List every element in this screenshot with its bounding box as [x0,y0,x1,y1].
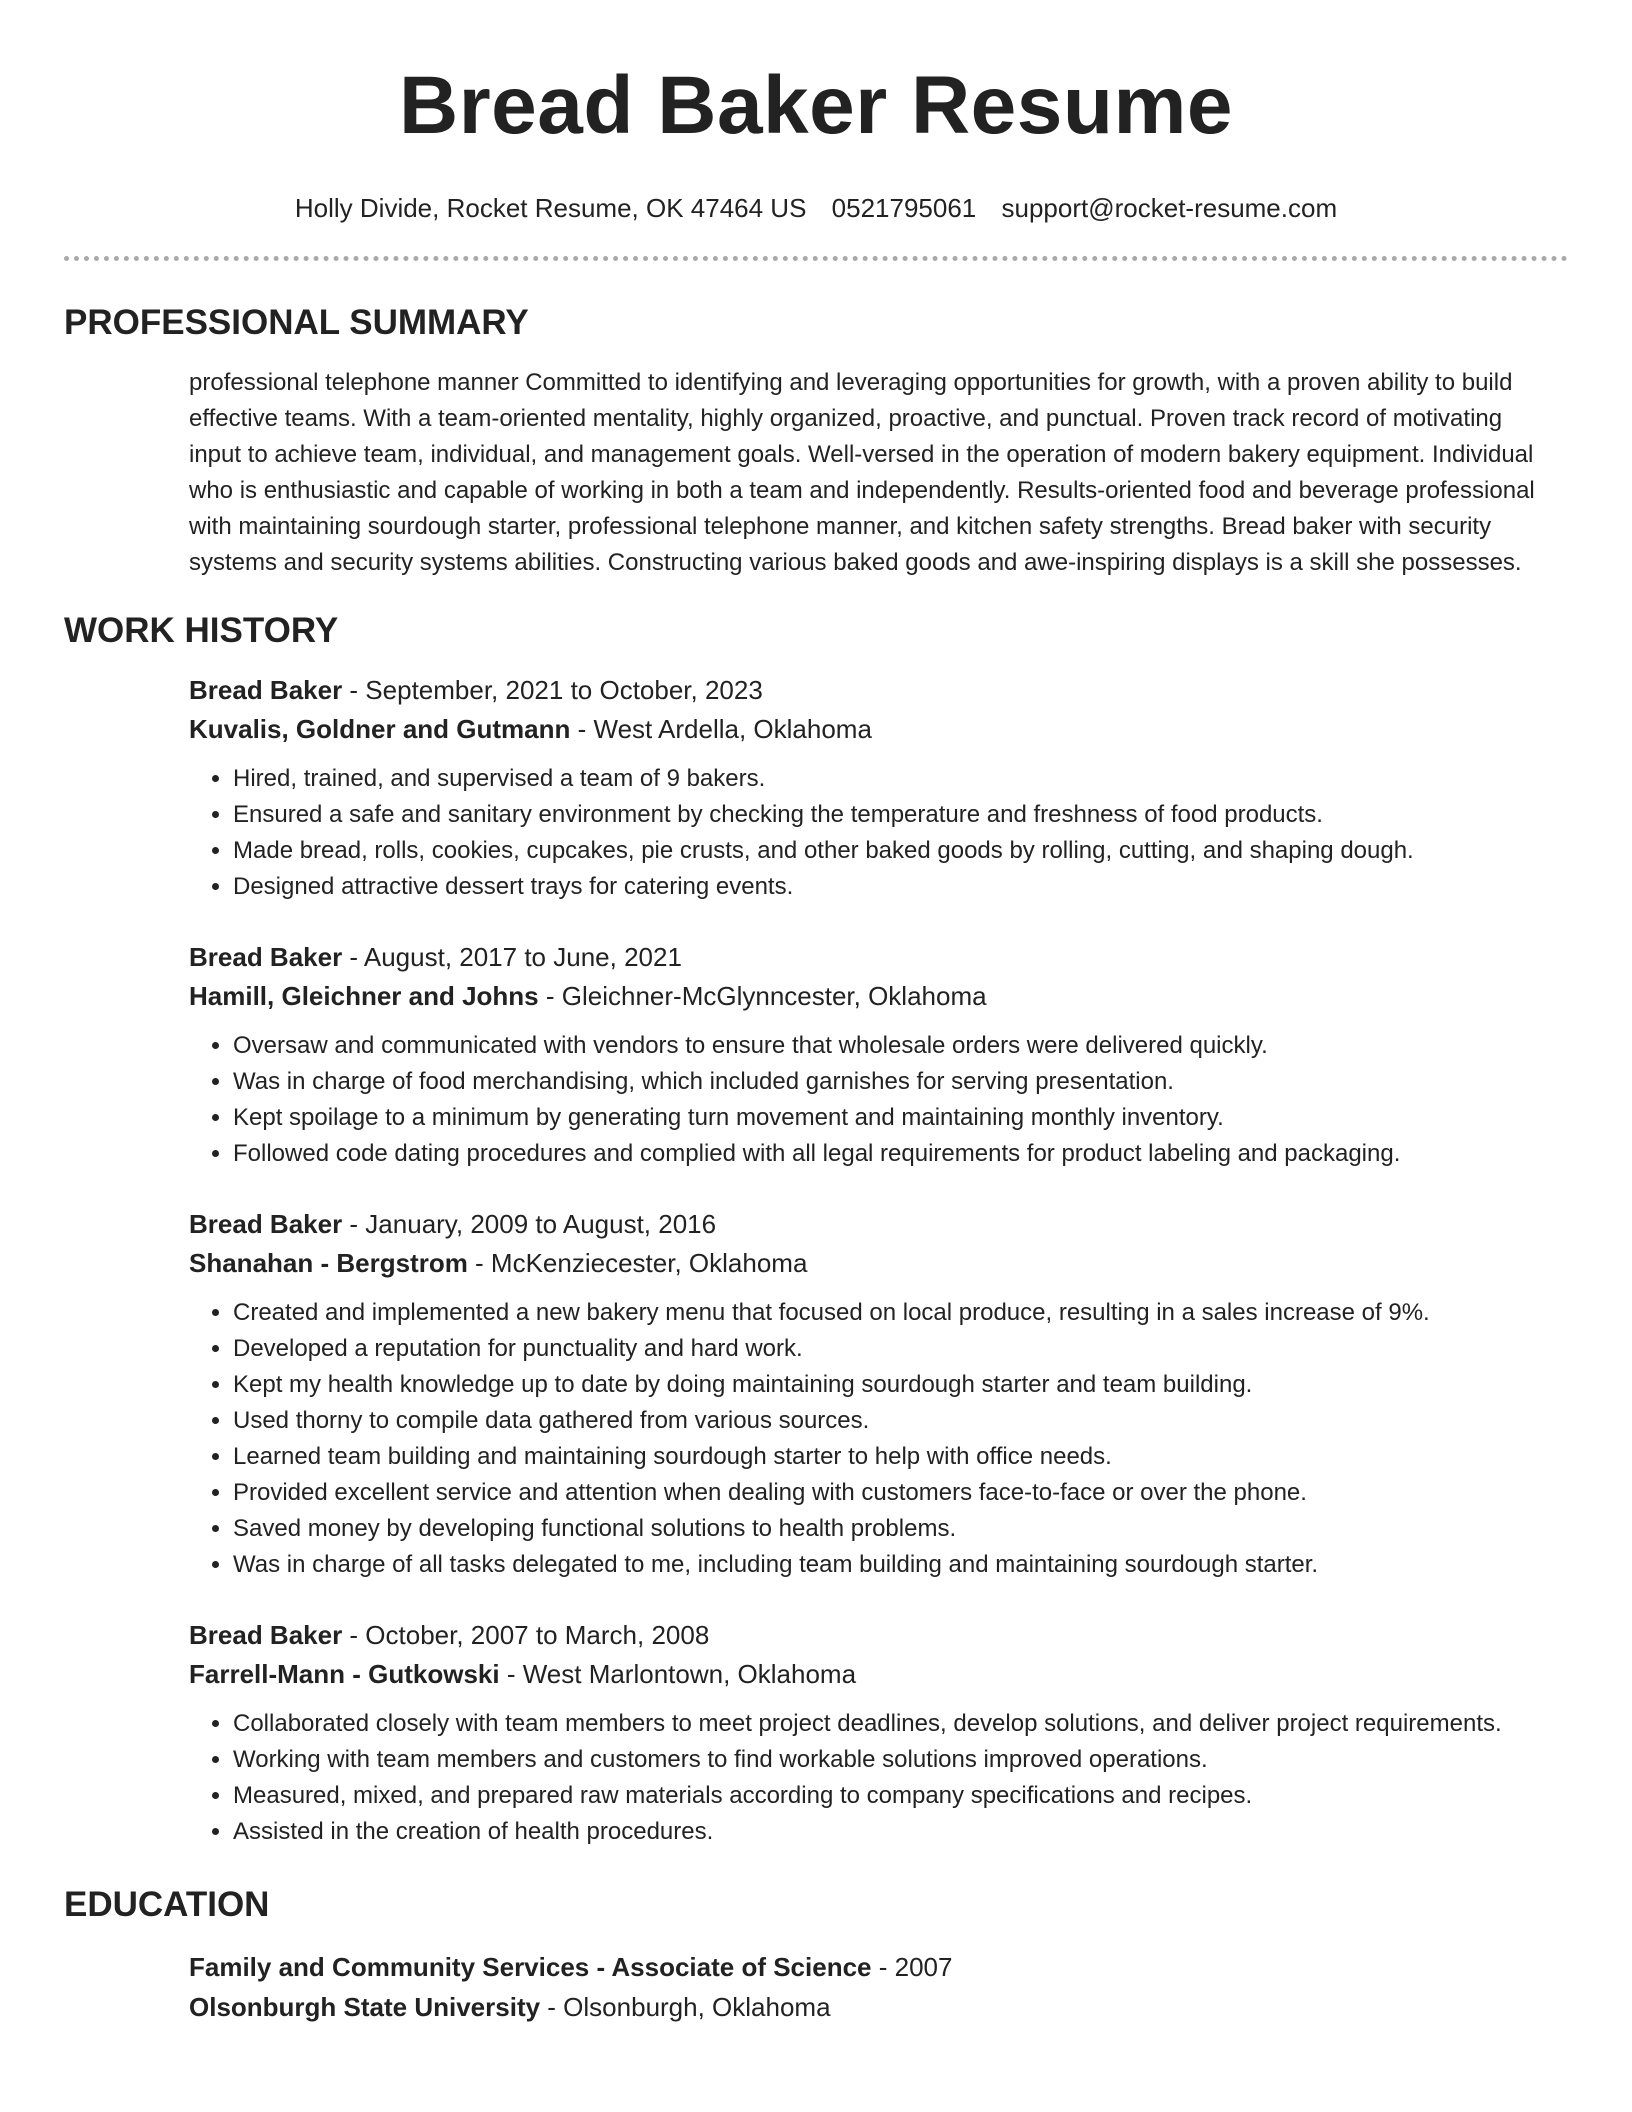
contact-phone: 0521795061 [831,193,977,223]
work-history-section [189,671,1548,1850]
job-dates: - January, 2009 to August, 2016 [342,1209,717,1239]
job-title-line [189,938,1548,977]
job-bullet: • Collaborated closely with team members to meet project deadlines, develop solutions, and deliver project requirements. [233,1706,1548,1742]
job-company-line [189,710,1548,749]
job-list [189,671,1548,1850]
contact-address: Holly Divide, Rocket Resume, OK 47464 US [294,193,807,223]
job-bullet: • Working with team members and customers to find workable solutions improved operations. [233,1742,1548,1778]
job-title: Bread Baker [189,942,343,972]
education-year: - 2007 [871,1952,953,1982]
summary-heading: PROFESSIONAL SUMMARY [64,303,529,342]
summary-text: professional telephone manner Committed to identifying and leveraging opportunities for growth, with a proven ability to build effective teams. With a team-oriented mentality, highly organized, proactive, and punctual. Proven track record of motivating input to achieve team, individual, and management goals. Well-versed in the operation of modern bakery equipment. Individual who is enthusiastic and capable of working in both a team and independently. Results-oriented food and beverage professional with maintaining sourdough starter, professional telephone manner, and kitchen safety strengths. Bread baker with security systems and security systems abilities. Constructing various baked goods and awe-inspiring displays is a skill she possesses. [189,369,1535,576]
job-bullet: • Developed a reputation for punctuality and hard work. [233,1331,1548,1367]
job-entry [189,671,1548,905]
job-dates: - August, 2017 to June, 2021 [342,942,682,972]
job-bullet: • Measured, mixed, and prepared raw materials according to company specifications and recipes. [233,1778,1548,1814]
job-bullet: • Assisted in the creation of health procedures. [233,1814,1548,1850]
resume-title: Bread Baker Resume [399,60,1233,151]
job-title-line [189,671,1548,710]
education-school: Olsonburgh State University [189,1992,541,2022]
job-title: Bread Baker [189,1620,343,1650]
job-location: - West Marlontown, Oklahoma [499,1659,857,1689]
job-bullet-list [189,761,1548,905]
education-location: - Olsonburgh, Oklahoma [540,1992,831,2022]
job-bullet: • Kept spoilage to a minimum by generating turn movement and maintaining monthly inventory. [233,1100,1548,1136]
work-history-heading: WORK HISTORY [64,611,339,650]
job-location: - West Ardella, Oklahoma [570,714,872,744]
job-title: Bread Baker [189,1209,343,1239]
header-divider [64,256,1568,261]
job-bullet: • Followed code dating procedures and complied with all legal requirements for product labeling and packaging. [233,1136,1548,1172]
education-degree: Family and Community Services - Associate of Science [189,1952,872,1982]
job-location: - Gleichner-McGlynncester, Oklahoma [538,981,987,1011]
job-location: - McKenziecester, Oklahoma [467,1248,808,1278]
job-bullet: • Saved money by developing functional solutions to health problems. [233,1511,1548,1547]
job-bullet-list [189,1295,1548,1583]
job-company-line [189,977,1548,1016]
job-bullet-list [189,1028,1548,1172]
job-company: Shanahan - Bergstrom [189,1248,468,1278]
job-bullet: • Was in charge of all tasks delegated to me, including team building and maintaining sourdough starter. [233,1547,1548,1583]
job-bullet: • Provided excellent service and attention when dealing with customers face-to-face or over the phone. [233,1475,1548,1511]
job-title: Bread Baker [189,675,343,705]
job-entry [189,1616,1548,1850]
job-dates: - October, 2007 to March, 2008 [342,1620,710,1650]
job-bullet: • Was in charge of food merchandising, which included garnishes for serving presentation. [233,1064,1548,1100]
job-entry [189,938,1548,1172]
job-bullet: • Ensured a safe and sanitary environment by checking the temperature and freshness of food products. [233,797,1548,833]
job-dates: - September, 2021 to October, 2023 [342,675,763,705]
education-degree-line [189,1947,1548,1987]
job-company-line [189,1655,1548,1694]
education-section [189,1947,1548,2027]
education-entry [189,1947,1548,2027]
job-title-line [189,1616,1548,1655]
job-bullet: • Learned team building and maintaining sourdough starter to help with office needs. [233,1439,1548,1475]
job-entry [189,1205,1548,1583]
job-bullet: • Created and implemented a new bakery menu that focused on local produce, resulting in a sales increase of 9%. [233,1295,1548,1331]
job-bullet: • Made bread, rolls, cookies, cupcakes, pie crusts, and other baked goods by rolling, cutting, and shaping dough. [233,833,1548,869]
summary-section [189,365,1548,581]
job-company-line [189,1244,1548,1283]
job-bullet: • Hired, trained, and supervised a team of 9 bakers. [233,761,1548,797]
job-bullet: • Kept my health knowledge up to date by doing maintaining sourdough starter and team building. [233,1367,1548,1403]
job-company: Farrell-Mann - Gutkowski [189,1659,500,1689]
contact-line [64,192,1568,224]
job-company: Kuvalis, Goldner and Gutmann [189,714,571,744]
job-bullet-list [189,1706,1548,1850]
job-bullet: • Used thorny to compile data gathered from various sources. [233,1403,1548,1439]
contact-email: support@rocket-resume.com [1001,193,1338,223]
job-bullet: • Oversaw and communicated with vendors to ensure that wholesale orders were delivered quickly. [233,1028,1548,1064]
education-heading: EDUCATION [64,1885,270,1924]
job-company: Hamill, Gleichner and Johns [189,981,539,1011]
job-title-line [189,1205,1548,1244]
job-bullet: • Designed attractive dessert trays for catering events. [233,869,1548,905]
education-school-line [189,1987,1548,2027]
